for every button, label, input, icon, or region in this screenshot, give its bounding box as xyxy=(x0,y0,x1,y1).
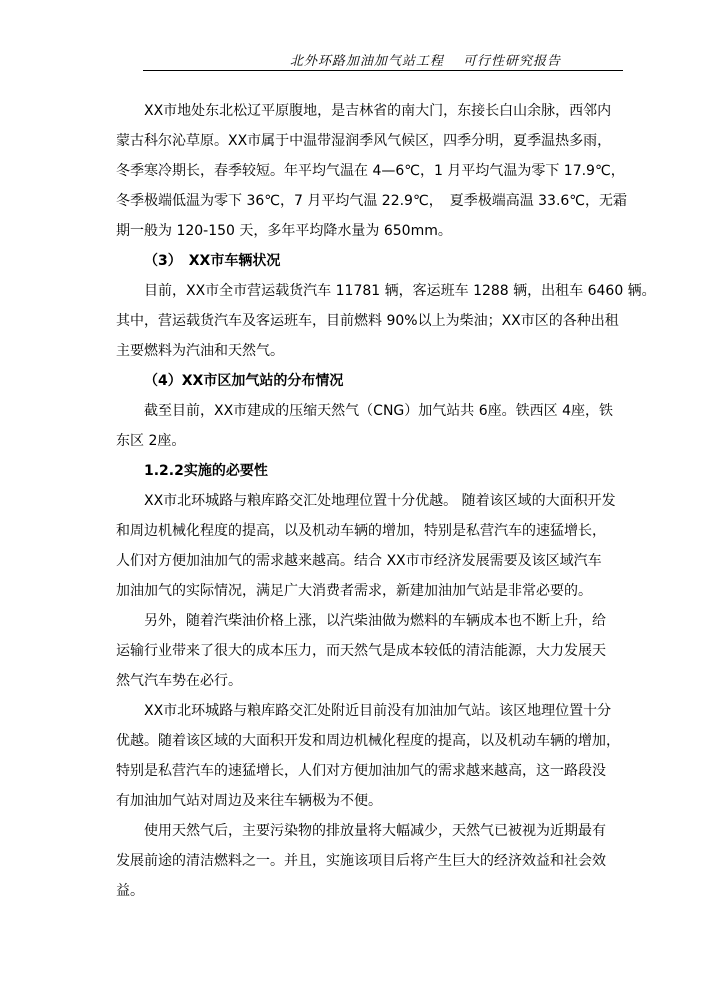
page-header xyxy=(143,46,623,71)
document-body xyxy=(116,96,656,906)
paragraph-line: 和周边机械化程度的提高，以及机动车辆的增加，特别是私营汽车的速猛增长， xyxy=(116,523,606,539)
paragraph-line: 运输行业带来了很大的成本压力，而天然气是成本较低的清洁能源，大力发展天 xyxy=(116,643,606,659)
paragraph-line: 发展前途的清洁燃料之一。并且，实施该项目后将产生巨大的经济效益和社会效 xyxy=(116,853,606,869)
paragraph-line: 主要燃料为汽油和天然气。 xyxy=(116,343,284,359)
paragraph-line: 冬季极端低温为零下 36℃，7 月平均气温 22.9℃， 夏季极端高温 33.6℃，无霜 xyxy=(116,193,628,209)
header-title: 北外环路加油加气站工程 可行性研究报告 xyxy=(289,54,561,69)
paragraph-line: XX市北环城路与粮库路交汇处附近目前没有加油加气站。该区地理位置十分 xyxy=(144,703,612,719)
paragraph-line: 优越。随着该区域的大面积开发和周边机械化程度的提高，以及机动车辆的增加， xyxy=(116,733,620,749)
paragraph-line: 益。 xyxy=(116,883,144,899)
paragraph-line: 特别是私营汽车的速猛增长，人们对方便加油加气的需求越来越高，这一路段没 xyxy=(116,763,606,779)
section-heading: 1.2.2实施的必要性 xyxy=(144,463,268,479)
section-heading: （4）XX市区加气站的分布情况 xyxy=(144,373,344,389)
paragraph-line: 期一般为 120-150 天，多年平均降水量为 650mm。 xyxy=(116,223,452,239)
section-heading: （3） XX市车辆状况 xyxy=(144,253,281,269)
paragraph-line: 蒙古科尔沁草原。XX市属于中温带湿润季风气候区，四季分明，夏季温热多雨， xyxy=(116,133,612,149)
paragraph-line: 加油加气的实际情况，满足广大消费者需求，新建加油加气站是非常必要的。 xyxy=(116,583,592,599)
paragraph-line: 使用天然气后，主要污染物的排放量将大幅减少，天然气已被视为近期最有 xyxy=(144,823,606,839)
paragraph-line: 冬季寒冷期长，春季较短。年平均气温在 4—6℃，1 月平均气温为零下 17.9℃， xyxy=(116,163,625,179)
paragraph-line: 其中，营运载货汽车及客运班车，目前燃料 90%以上为柴油；XX市区的各种出租 xyxy=(116,313,619,329)
paragraph-line: 另外，随着汽柴油价格上涨，以汽柴油做为燃料的车辆成本也不断上升，给 xyxy=(144,613,606,629)
paragraph-line: 然气汽车势在必行。 xyxy=(116,673,242,689)
paragraph-line: XX市地处东北松辽平原腹地，是吉林省的南大门，东接长白山余脉，西邻内 xyxy=(144,103,612,119)
paragraph-line: 截至目前，XX市建成的压缩天然气（CNG）加气站共 6座。铁西区 4座，铁 xyxy=(144,403,613,419)
paragraph-line: 人们对方便加油加气的需求越来越高。结合 XX市市经济发展需要及该区域汽车 xyxy=(116,553,602,569)
paragraph-line: 东区 2座。 xyxy=(116,433,186,449)
paragraph-line: 目前，XX市全市营运载货汽车 11781 辆，客运班车 1288 辆，出租车 6460 辆。 xyxy=(144,283,656,299)
paragraph-line: 有加油加气站对周边及来往车辆极为不便。 xyxy=(116,793,382,809)
paragraph-line: XX市北环城路与粮库路交汇处地理位置十分优越。 随着该区域的大面积开发 xyxy=(144,493,616,509)
